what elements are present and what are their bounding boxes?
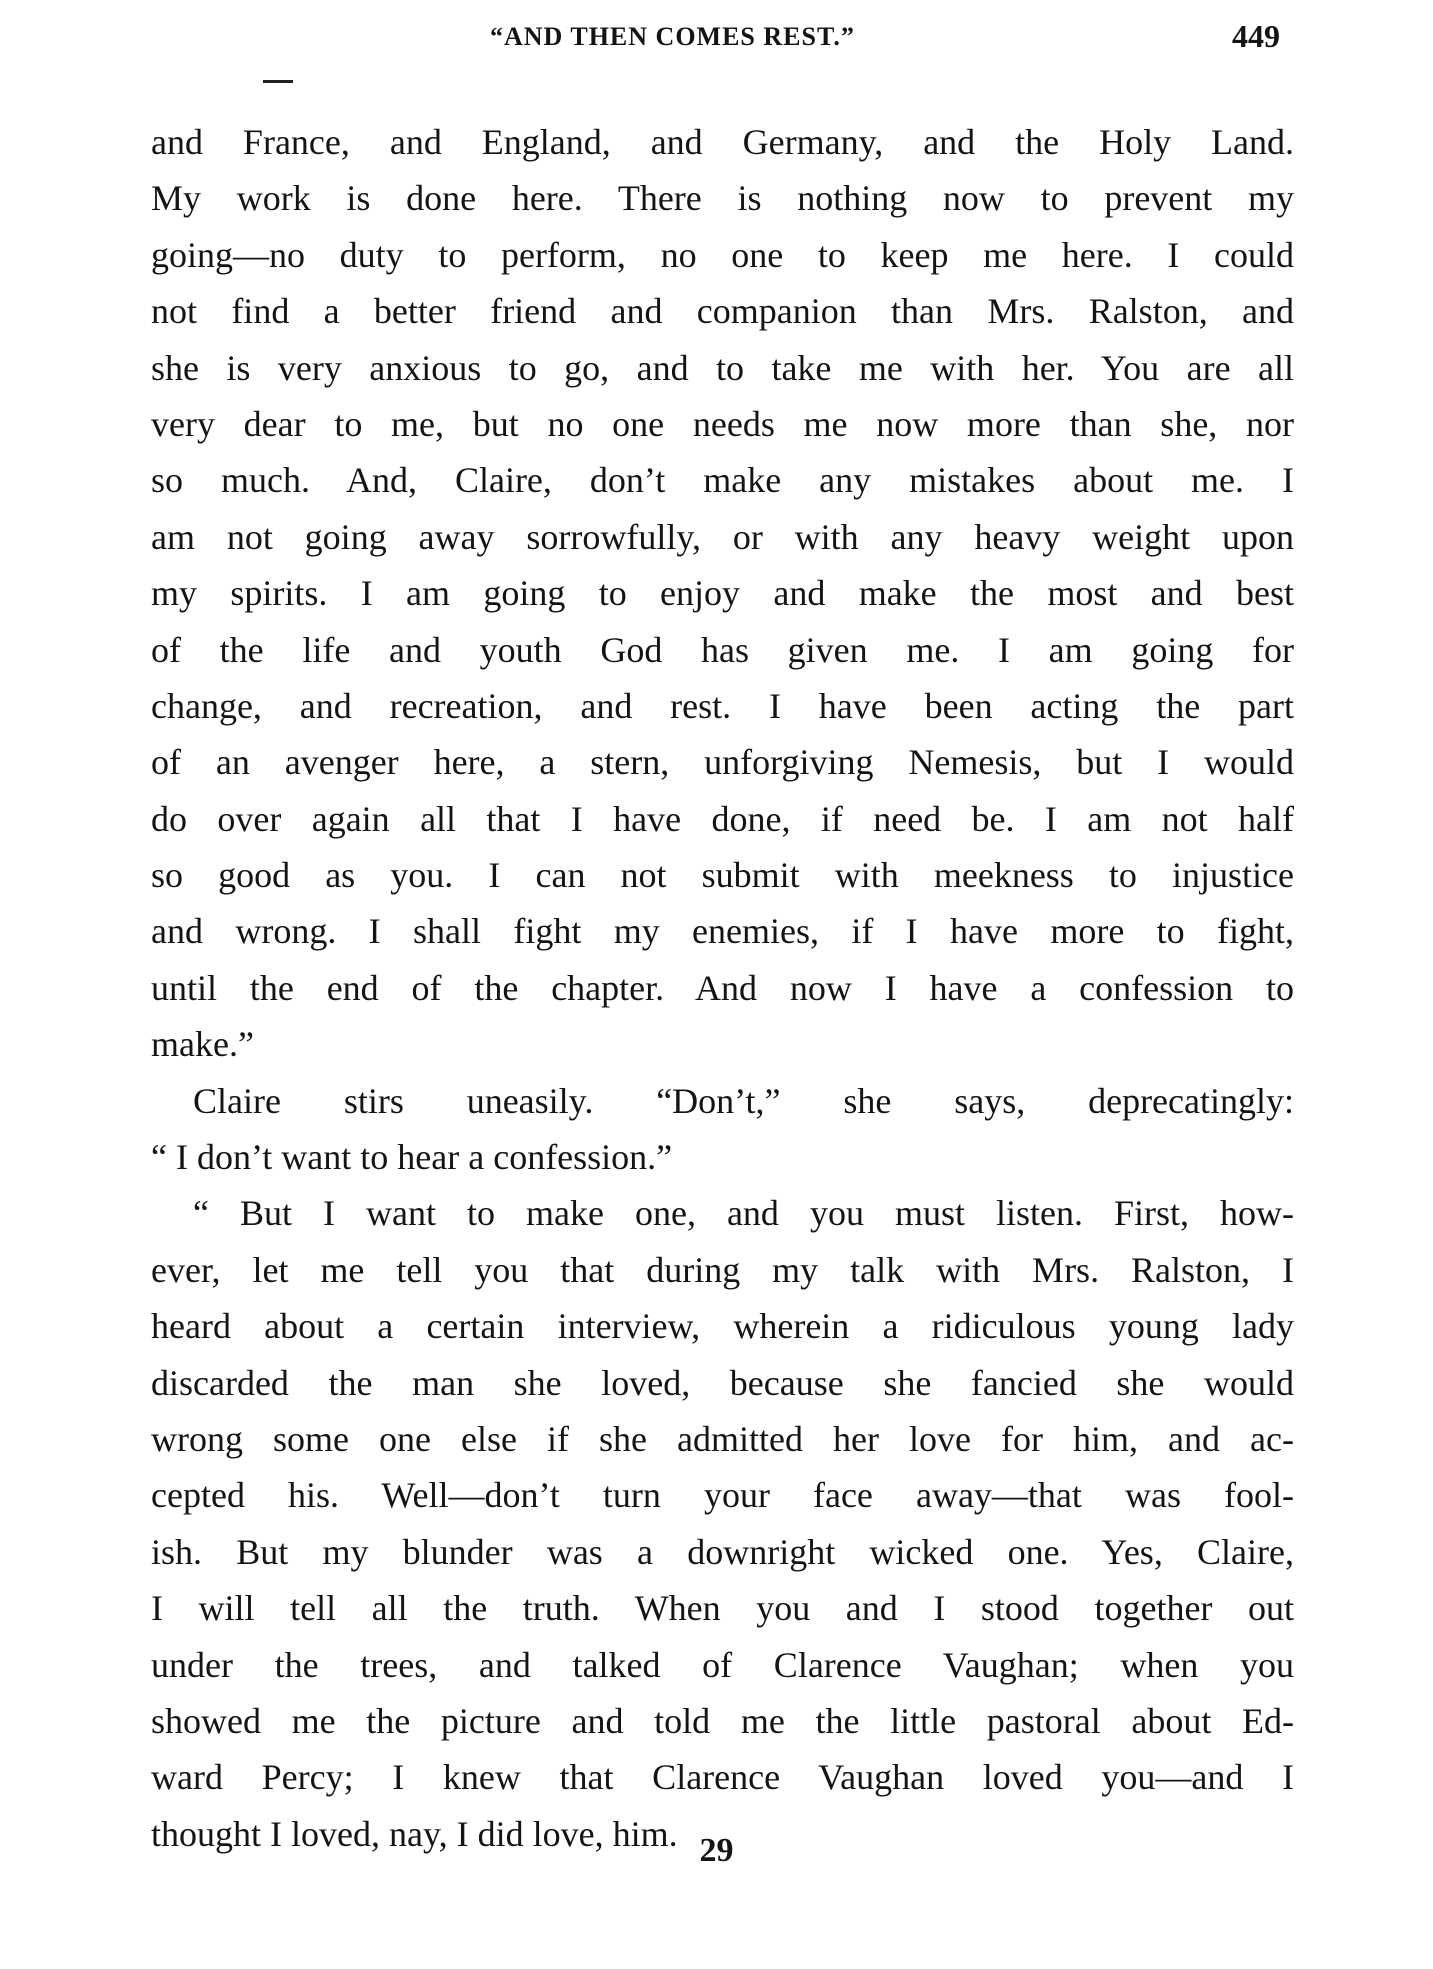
text-line: discarded the man she loved, because she fancied she would bbox=[151, 1362, 1294, 1403]
text-line: ish. But my blunder was a downright wicked one. Yes, Claire, bbox=[151, 1531, 1294, 1572]
text-line: ward Percy; I knew that Clarence Vaughan loved you—and I bbox=[151, 1757, 1294, 1798]
text-line: she is very anxious to go, and to take me with her. You are all bbox=[151, 347, 1294, 388]
text-line: am not going away sorrowfully, or with any heavy weight upon bbox=[151, 516, 1294, 557]
paragraph-2 bbox=[151, 1073, 1294, 1186]
text-line: until the end of the chapter. And now I have a confession to bbox=[151, 967, 1294, 1008]
text-line: cepted his. Well—don’t turn your face away—that was fool- bbox=[151, 1475, 1294, 1516]
body-text bbox=[151, 114, 1294, 1862]
text-line: make.” bbox=[151, 1024, 254, 1065]
page-number: 449 bbox=[1232, 18, 1280, 54]
text-line: I will tell all the truth. When you and I stood together out bbox=[151, 1588, 1294, 1629]
running-title: “AND THEN COMES REST.” bbox=[490, 22, 855, 51]
text-line: so good as you. I can not submit with meekness to injustice bbox=[151, 855, 1294, 896]
text-line: thought I loved, nay, I did love, him. bbox=[151, 1813, 678, 1854]
text-line: My work is done here. There is nothing now to prevent my bbox=[151, 178, 1294, 219]
text-line: not find a better friend and companion than Mrs. Ralston, and bbox=[151, 291, 1294, 332]
decorative-dash bbox=[263, 80, 293, 83]
paragraph-3 bbox=[151, 1185, 1294, 1862]
text-line: my spirits. I am going to enjoy and make the most and best bbox=[151, 573, 1294, 614]
text-line: Claire stirs uneasily. “Don’t,” she says, deprecatingly: bbox=[193, 1080, 1294, 1121]
text-line: under the trees, and talked of Clarence Vaughan; when you bbox=[151, 1644, 1294, 1685]
text-line: so much. And, Claire, don’t make any mistakes about me. I bbox=[151, 460, 1294, 501]
text-line: and wrong. I shall fight my enemies, if I have more to fight, bbox=[151, 911, 1294, 952]
text-line: showed me the picture and told me the little pastoral about Ed- bbox=[151, 1700, 1294, 1741]
text-line: “ But I want to make one, and you must listen. First, how- bbox=[193, 1193, 1294, 1234]
text-line: going—no duty to perform, no one to keep me here. I could bbox=[151, 234, 1294, 275]
text-line: do over again all that I have done, if need be. I am not half bbox=[151, 798, 1294, 839]
text-line: very dear to me, but no one needs me now more than she, nor bbox=[151, 403, 1294, 444]
text-line: change, and recreation, and rest. I have been acting the part bbox=[151, 685, 1294, 726]
signature-mark: 29 bbox=[699, 1832, 734, 1869]
text-line: heard about a certain interview, wherein a ridiculous young lady bbox=[151, 1306, 1294, 1347]
text-line: of the life and youth God has given me. I am going for bbox=[151, 629, 1294, 670]
text-line: “ I don’t want to hear a confession.” bbox=[151, 1137, 673, 1178]
text-line: wrong some one else if she admitted her love for him, and ac- bbox=[151, 1418, 1294, 1459]
text-line: of an avenger here, a stern, unforgiving Nemesis, but I would bbox=[151, 742, 1294, 783]
paragraph-1 bbox=[151, 114, 1294, 1073]
text-line: ever, let me tell you that during my talk with Mrs. Ralston, I bbox=[151, 1249, 1294, 1290]
text-line: and France, and England, and Germany, and the Holy Land. bbox=[151, 122, 1294, 162]
